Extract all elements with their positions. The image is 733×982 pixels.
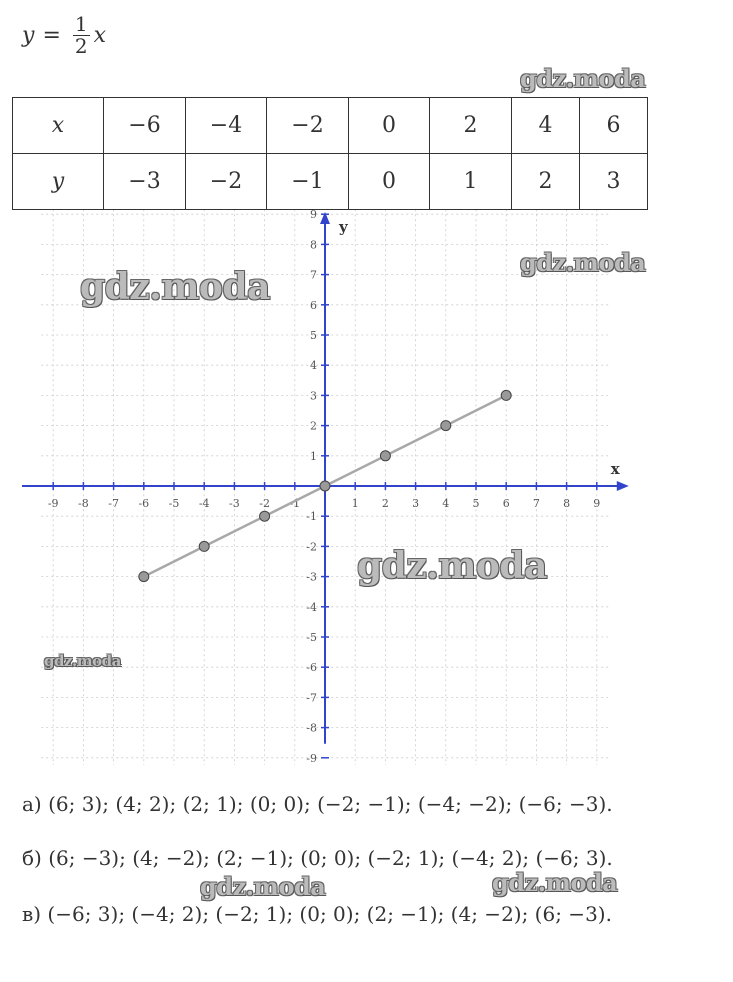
y-tick-label: 5 <box>310 329 317 342</box>
table-cell: −3 <box>104 154 186 210</box>
data-point <box>199 541 209 551</box>
x-tick-label: 8 <box>563 497 571 510</box>
data-point <box>501 390 511 400</box>
table-cell: −2 <box>186 154 267 210</box>
y-tick-label: 4 <box>310 359 317 373</box>
y-tick-label: 7 <box>310 268 317 282</box>
watermark: gdz.moda <box>200 872 326 901</box>
x-tick-label: 1 <box>351 497 359 510</box>
y-tick-label: 3 <box>310 389 317 403</box>
data-point <box>260 511 270 521</box>
table-cell: 0 <box>349 154 430 210</box>
watermark: gdz.moda <box>520 248 646 277</box>
answer-c: в) (−6; 3); (−4; 2); (−2; 1); (0; 0); (2; −1); (4; −2); (6; −3). <box>22 902 612 926</box>
table-cell: −1 <box>267 154 349 210</box>
data-point <box>441 421 451 431</box>
y-tick-label: -1 <box>306 510 317 524</box>
y-tick-label: 1 <box>310 449 317 463</box>
x-tick-label: 7 <box>532 497 540 510</box>
x-tick-label: -6 <box>138 497 150 510</box>
table-cell: 0 <box>349 98 430 154</box>
y-tick-label: -7 <box>306 691 317 705</box>
answer-b: б) (6; −3); (4; −2); (2; −1); (0; 0); (−2; 1); (−4; 2); (−6; 3). <box>22 846 613 870</box>
x-tick-label: -4 <box>198 497 210 510</box>
x-tick-label: 6 <box>502 497 510 510</box>
watermark: gdz.moda <box>520 64 646 93</box>
data-point <box>139 572 149 582</box>
formula-fraction <box>73 14 90 57</box>
formula-equals: = <box>42 23 61 48</box>
watermark: gdz.moda <box>80 266 270 308</box>
value-table <box>12 97 648 210</box>
table-cell: −4 <box>186 98 267 154</box>
data-point <box>320 481 330 491</box>
table-cell: −6 <box>104 98 186 154</box>
x-tick-label: -5 <box>168 497 180 510</box>
table-row-y <box>13 154 648 210</box>
y-tick-label: -2 <box>306 540 317 554</box>
x-axis-label: x <box>610 460 620 478</box>
watermark: gdz.moda <box>44 652 121 670</box>
x-tick-label: -3 <box>229 497 240 510</box>
y-tick-label: -6 <box>306 661 317 675</box>
x-tick-label: 4 <box>442 497 450 510</box>
x-tick-label: -9 <box>47 497 59 510</box>
y-tick-label: -3 <box>306 570 317 584</box>
table-cell: 3 <box>580 154 648 210</box>
formula-lhs: y <box>22 23 35 48</box>
y-tick-label: 6 <box>310 298 317 312</box>
table-cell: 6 <box>580 98 648 154</box>
x-tick-label: 2 <box>381 497 389 510</box>
y-tick-label: 2 <box>310 419 317 433</box>
fraction-denominator: 2 <box>74 34 88 58</box>
table-cell: 2 <box>512 154 580 210</box>
fraction-numerator: 1 <box>74 12 88 36</box>
table-cell: −2 <box>267 98 349 154</box>
x-tick-label: -7 <box>108 497 119 510</box>
table-cell: 2 <box>430 98 512 154</box>
y-axis-label: y <box>339 218 348 236</box>
watermark: gdz.moda <box>492 868 618 897</box>
x-tick-label: -2 <box>259 497 270 510</box>
table-cell: 1 <box>430 154 512 210</box>
y-tick-label: -4 <box>306 600 317 614</box>
data-point <box>380 451 390 461</box>
answer-a: а) (6; 3); (4; 2); (2; 1); (0; 0); (−2; −1); (−4; −2); (−6; −3). <box>22 792 613 816</box>
y-tick-label: -8 <box>306 721 317 735</box>
formula <box>22 14 106 57</box>
formula-rhs: x <box>93 23 107 48</box>
table-row-x <box>13 98 648 154</box>
table-cell: 4 <box>512 98 580 154</box>
x-tick-label: -1 <box>289 497 301 510</box>
table-head-y: y <box>13 154 104 210</box>
x-tick-label: 5 <box>472 497 480 510</box>
watermark: gdz.moda <box>357 545 547 587</box>
x-axis-arrow <box>617 481 629 491</box>
x-tick-label: 9 <box>593 497 601 510</box>
x-tick-label: -8 <box>78 497 89 510</box>
y-tick-label: 9 <box>310 210 317 222</box>
y-tick-label: -5 <box>306 631 317 644</box>
y-tick-label: 8 <box>310 238 317 252</box>
table-head-x: x <box>13 98 104 154</box>
y-tick-label: -9 <box>306 751 317 765</box>
x-tick-label: 3 <box>412 497 420 510</box>
